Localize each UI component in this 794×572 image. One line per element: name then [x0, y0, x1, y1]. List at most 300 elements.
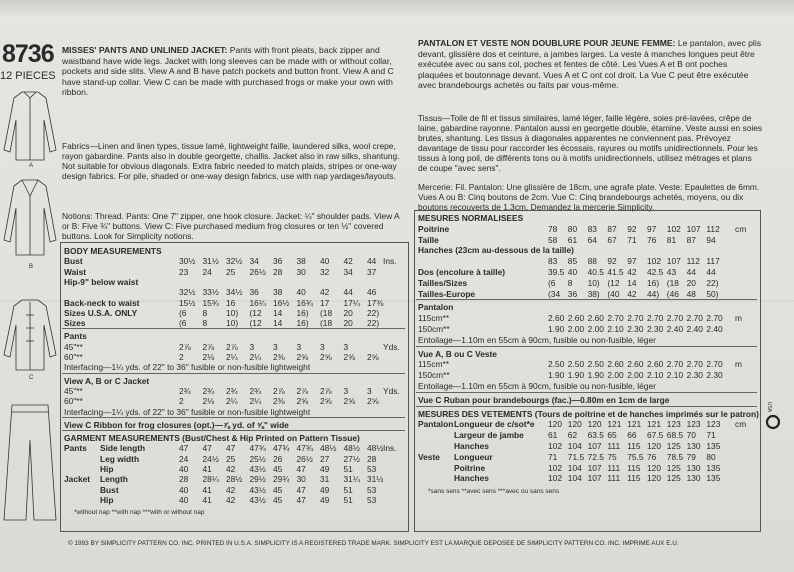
measurement-value: 38) [587, 288, 600, 299]
garment-value: 125 [666, 441, 681, 451]
measurement-value: (18 [320, 307, 333, 318]
yardage-value: 2⅞ [226, 341, 238, 352]
garment-value: 41 [202, 494, 212, 505]
measurement-value: 43 [666, 267, 677, 277]
garment-row-label: Largeur de jambe [454, 430, 524, 441]
measurement-value: 33½ [202, 287, 219, 298]
garment-value: 72.5 [587, 451, 604, 462]
yardage-value: 2¾ [202, 385, 215, 396]
yardage-value: 2⅞ [320, 385, 332, 396]
garment-value: 123 [666, 419, 681, 430]
measurement-value: 39.5 [548, 267, 565, 277]
garment-value: 120 [587, 419, 602, 430]
garment-value: 80 [706, 451, 716, 462]
garment-value: 28¼ [202, 474, 219, 485]
yardage-value: 2.50 [548, 359, 565, 370]
measurement-row-label: Bust [64, 256, 83, 267]
jacket-interfacing: Interfacing—1¼ yds. of 22" to 36" fusible or non-fusible lightweight [64, 406, 311, 417]
view-b-jacket-sketch [4, 180, 56, 255]
garment-row-label: Leg width [100, 453, 140, 464]
yardage-value: 2.60 [607, 359, 624, 370]
garment-value: 24½ [202, 453, 219, 464]
measurement-value: 78 [548, 223, 558, 234]
measurement-value: 107 [686, 223, 701, 234]
measurement-value: 44 [343, 287, 353, 298]
measurement-value: 17⅜ [367, 297, 384, 308]
measurement-value: 36 [273, 256, 283, 267]
body-measurements-title: MESURES NORMALISEES [418, 213, 524, 223]
english-title: MISSES' PANTS AND UNLINED JACKET: [62, 45, 228, 55]
garment-value: 61 [548, 430, 558, 441]
yardage-value: 2.30 [686, 370, 703, 381]
yardage-value: 2⅝ [367, 352, 379, 362]
yardage-value: 2⅞ [179, 341, 191, 352]
measurement-value: 102 [647, 256, 661, 267]
yardage-unit: m [735, 359, 742, 370]
garment-value: 47 [296, 484, 306, 495]
yardage-value: 2.50 [567, 359, 585, 370]
measurement-value: 61 [567, 234, 578, 245]
yardage-value: 2.40 [666, 324, 684, 334]
garment-value: 135 [706, 473, 721, 484]
measurement-value: 16) [647, 277, 660, 288]
french-desc-text: Le pantalon, avec plis devant, glissière dos et ceinture, a jambes larges. La veste à manches longues peut être exécutée avec ou sans col, poches et fentes de côté. Les Vues A et B ont poches plaquées et boutonnage devant. Vues A et C ont col droit. La Vue C peut être exécutée avec brandebourgs achetés ou faits par vous-même. [418, 38, 762, 91]
pants-yardage-title: Pantalon [418, 302, 454, 313]
garment-value: 135 [706, 462, 721, 473]
measurement-unit: cm [735, 223, 747, 234]
english-desc-text: Pants with front pleats, back zipper and waistband have wide legs. Jacket with long sleeves can be made with or without collar, pockets and side slits. View A and B have patch pockets and button front. View A and C have stand-up collar. View C can be made with purchased frogs or make your own with ribbon. [62, 45, 394, 98]
yardage-row-label: 115cm** [418, 313, 450, 324]
pieces-count: 12 PIECES [0, 70, 56, 82]
yardage-value: 2.70 [706, 313, 723, 324]
garment-value: 47¾ [296, 443, 313, 454]
garment-value: 130 [686, 441, 701, 451]
garment-value: 102 [548, 441, 562, 451]
chart-rule [416, 299, 757, 300]
garment-value: 53 [367, 494, 377, 505]
yardage-value: 2.30 [627, 324, 644, 334]
garment-value: 40 [179, 494, 189, 505]
yardage-value: 1.90 [548, 324, 565, 334]
garment-group-label: Pantalon [418, 419, 454, 430]
garment-value: 63.5 [587, 430, 604, 441]
garment-value: 71.5 [567, 451, 585, 462]
garment-value: 40 [179, 484, 189, 495]
garment-value: 120 [647, 473, 661, 484]
garment-value: 25½ [249, 453, 266, 464]
yardage-value: 2.60 [647, 359, 664, 370]
measurement-value: 42 [627, 288, 637, 299]
garment-value: 47¾ [249, 443, 266, 454]
yardage-value: 2¼ [249, 352, 262, 362]
measurement-value: 25 [226, 266, 236, 277]
pants-sketch [4, 405, 56, 520]
yardage-value: 2.40 [706, 324, 723, 334]
measurement-value: 42 [343, 256, 353, 267]
footnote: *sans sens **avec sens ***avec ou sans sens [428, 488, 560, 496]
garment-value: 130 [686, 473, 701, 484]
garment-value: 125 [666, 473, 681, 484]
yardage-value: 2.00 [627, 370, 644, 381]
jacket-interfacing: Entoilage—1.10m en 55cm à 90cm, fusible ou non-fusible, léger [418, 381, 656, 391]
yardage-value: 3 [343, 341, 349, 352]
measurement-value: 71 [627, 234, 637, 245]
measurement-value: 38 [273, 287, 283, 298]
measurement-value: 40 [296, 287, 306, 298]
garment-value: 121 [647, 419, 661, 430]
english-notions: Notions: Thread. Pants: One 7" zipper, one hook closure. Jacket: ¼" shoulder pads. View A or B: Five ¾" buttons. View C: Five purchased medium frog closures or ten ½" covered buttons. Look for Simplicity notions. [62, 211, 400, 241]
garment-value: 75 [607, 451, 617, 462]
measurement-value: (6 [548, 277, 556, 288]
measurement-value: 38 [296, 256, 306, 267]
garment-value: 51 [343, 464, 353, 474]
measurement-value: 42.5 [647, 267, 664, 277]
garment-value: 45 [273, 494, 283, 505]
measurement-value: 88 [587, 256, 597, 267]
garment-measurements-title: GARMENT MEASUREMENTS (Bust/Chest & Hip Printed on Pattern Tissue) [64, 433, 360, 444]
measurement-value: 10) [226, 318, 239, 329]
chart-rule [62, 417, 405, 418]
yardage-value: 2⅝ [343, 352, 356, 362]
measurement-value: 87 [686, 234, 696, 245]
yardage-value: 2.00 [607, 370, 624, 381]
view-a-jacket-sketch [4, 92, 56, 160]
yardage-value: 3 [273, 341, 278, 352]
garment-value: 43½ [249, 464, 266, 474]
garment-row-label: Longueur [454, 451, 493, 462]
chart-rule [62, 328, 405, 329]
measurement-value: 37 [367, 266, 377, 277]
measurement-value: 112 [686, 256, 700, 267]
measurement-value: 81 [666, 234, 677, 245]
garment-value: 120 [548, 419, 562, 430]
garment-value: 28 [179, 474, 189, 485]
yardage-value: 2¾ [226, 385, 238, 396]
garment-value: 71 [706, 430, 716, 441]
garment-value: 79 [686, 451, 696, 462]
garment-value: 42 [226, 494, 236, 505]
yardage-value: 2.10 [666, 370, 684, 381]
measurement-value: 16¼ [249, 297, 266, 308]
body-measurements-title: BODY MEASUREMENTS [64, 246, 162, 256]
yardage-value: 2.50 [587, 359, 604, 370]
measurement-value: 16 [226, 297, 236, 308]
measurement-value: 31½ [202, 256, 219, 267]
garment-value: 26½ [296, 453, 313, 464]
measurement-value: 17¼ [343, 297, 360, 308]
yardage-value: 2.10 [607, 324, 624, 334]
garment-value: 121 [607, 419, 622, 430]
measurement-value: 20 [343, 318, 353, 329]
measurement-value: 16) [296, 318, 309, 329]
english-description [62, 45, 405, 98]
garment-value: 48½ [320, 443, 337, 454]
yardage-value: 2.60 [567, 313, 585, 324]
yardage-unit: Yds. [383, 385, 400, 396]
ribbon-yardage: View C Ribbon for frog closures (opt.)—⅞ yd. of ⅝" wide [64, 419, 289, 430]
copyright-line: © 1993 BY SIMPLICITY PATTERN CO. INC. PRINTED IN U.S.A. SIMPLICITY IS A REGISTERED TRADE MARK. SIMPLICITY EST LA MARQUE DEPOSEE DE SIMPLICITY PATTERN CO. INC. IMPRIME AUX E.U. [68, 540, 679, 547]
garment-value: 25 [226, 453, 236, 464]
garment-value: 47 [202, 443, 212, 454]
measurement-value: 42 [627, 267, 637, 277]
yardage-value: 2.30 [706, 370, 723, 381]
measurement-value: 36 [567, 288, 578, 299]
garment-value: 65 [607, 430, 617, 441]
yardage-value: 2.70 [647, 313, 664, 324]
yardage-value: 2⅝ [320, 396, 332, 407]
garment-value: 51 [343, 494, 353, 505]
yardage-row-label: 150cm** [418, 370, 450, 381]
view-label-c: C [29, 375, 34, 381]
measurement-value: 67 [607, 234, 617, 245]
garment-value: 66 [627, 430, 637, 441]
garment-value: 125 [666, 462, 681, 473]
measurement-value: 22) [706, 277, 719, 288]
garment-value: 41 [202, 464, 212, 474]
garment-value: 70 [686, 430, 696, 441]
garment-value: 49 [320, 484, 330, 495]
measurement-value: 34½ [226, 287, 243, 298]
garment-group-label: Pants [64, 443, 87, 454]
yardage-value: 1.90 [587, 370, 604, 381]
measurement-value: (6 [179, 318, 187, 329]
garment-row-label: Hanches [454, 441, 489, 451]
yardage-row-label: 150cm** [418, 324, 450, 334]
yardage-value: 2.70 [666, 313, 684, 324]
yardage-value: 2⅝ [296, 352, 309, 362]
yardage-value: 2⅝ [343, 396, 356, 407]
garment-value: 76 [647, 451, 657, 462]
yardage-value: 2.60 [548, 313, 565, 324]
measurement-row-label: Back-neck to waist [64, 297, 140, 308]
ribbon-yardage: Vue C Ruban pour brandebourgs (fac.)—0.80m en 1cm de large [418, 394, 670, 405]
french-notions: Mercerie: Fil. Pantalon: Une glissière de 18cm, une agrafe plate. Veste: Epaulettes de 6mm. Vues A ou B: Cinq boutons de 2cm. Vue C: Cinq brandebourgs achetés, moyens, ou dix boutons recouverts de 1.3cm. Demandez la mercerie Simplicity. [418, 182, 760, 212]
garment-value: 120 [647, 441, 661, 451]
measurement-value: 23 [179, 266, 189, 277]
yardage-value: 3 [320, 341, 325, 352]
garment-row-label: Hip [100, 464, 114, 474]
measurement-row-label: Hip-9" below waist [64, 276, 139, 287]
measurement-value: 50) [706, 288, 719, 299]
garment-value: 75.5 [627, 451, 644, 462]
garment-value: 104 [567, 441, 582, 451]
garment-value: 48½ [367, 443, 384, 454]
view-label-b: B [29, 264, 34, 270]
garment-value: 31 [320, 474, 330, 485]
garment-value: 29¾ [273, 474, 290, 485]
measurement-value: 36 [249, 287, 259, 298]
measurement-value: 32½ [226, 256, 243, 267]
measurement-value: 26½ [249, 266, 266, 277]
measurement-value: 92 [627, 223, 637, 234]
garment-value: 27½ [343, 453, 360, 464]
french-description [418, 38, 763, 91]
garment-value: 102 [548, 462, 562, 473]
yardage-value: 3 [296, 341, 302, 352]
measurement-value: 34 [343, 266, 353, 277]
yardage-value: 2⅝ [367, 396, 379, 407]
measurement-value: 16¾ [296, 297, 313, 308]
measurement-value: 16½ [273, 297, 290, 308]
measurement-value: 15½ [179, 297, 196, 308]
garment-value: 40 [179, 464, 189, 474]
yardage-value: 2¾ [179, 385, 191, 396]
garment-value: 107 [587, 441, 602, 451]
garment-value: 123 [706, 419, 721, 430]
french-fabrics: Tissus—Toile de fil et tissus similaires, lamé léger, faille légère, soies pré-lavées, crêpe de laine, gabardine rayonne. Pantalon aussi en georgette double, étamine. Veste aussi en soies brutes, shantung. Les tissus à diagonales apparentes ne conviennent pas. Prévoyez davantage de tissu pour raccorder les écossais, rayures ou motifs unidirectionnels. Pour les tissus à long poil, de différents tons ou à motifs unidirectionnels, utilisez métrages et plans de coupe "avec sens". [418, 113, 763, 173]
measurement-value: 97 [647, 223, 657, 234]
measurement-value: 58 [548, 234, 558, 245]
measurement-value: 14 [273, 307, 283, 318]
garment-row-label: Bust [100, 484, 119, 495]
measurement-row-label: Tailles-Europe [418, 288, 476, 299]
yardage-value: 2⅝ [296, 396, 309, 407]
garment-value: 42 [226, 464, 236, 474]
pants-interfacing: Interfacing—1¼ yds. of 22" to 36" fusible or non-fusible lightweight [64, 362, 311, 373]
garment-value: 67.5 [647, 430, 664, 441]
yardage-value: 2⅞ [273, 385, 285, 396]
garment-value: 47¾ [273, 443, 290, 454]
garment-value: 121 [627, 419, 642, 430]
garment-row-label: Side length [100, 443, 146, 454]
garment-value: 42 [226, 484, 236, 495]
measurement-unit: Ins. [383, 256, 397, 267]
yardage-value: 2.40 [686, 324, 703, 334]
yardage-value: 2.70 [686, 359, 703, 370]
garment-value: 48½ [343, 443, 360, 454]
yardage-row-label: 45"** [64, 385, 83, 396]
measurement-row-label: Poitrine [418, 223, 450, 234]
measurement-value: 17 [320, 297, 330, 308]
measurement-value: 22) [367, 307, 380, 318]
garment-value: 47 [296, 494, 306, 505]
garment-value: 31½ [367, 474, 384, 485]
garment-value: 31¼ [343, 474, 360, 485]
envelope-flap [0, 0, 794, 16]
yardage-unit: Yds. [383, 341, 400, 352]
yardage-value: 2.70 [706, 359, 723, 370]
yardage-value: 2.10 [647, 370, 664, 381]
yardage-value: 3 [367, 385, 372, 396]
garment-value: 111 [607, 441, 621, 451]
measurement-value: 44 [686, 267, 696, 277]
garment-value: 111 [607, 462, 621, 473]
measurement-value: (40 [607, 288, 620, 299]
garment-value: 135 [706, 441, 721, 451]
yardage-row-label: 60"** [64, 396, 83, 407]
measurement-value: 8 [567, 277, 573, 288]
measurement-value: 10) [587, 277, 600, 288]
garment-value: 47 [296, 464, 306, 474]
yardage-value: 3 [249, 341, 255, 352]
yardage-value: 2.60 [627, 359, 644, 370]
yardage-value: 2¾ [249, 385, 262, 396]
yardage-value: 2⅛ [202, 352, 215, 362]
yardage-value: 2.70 [686, 313, 703, 324]
measurement-value: 40 [320, 256, 330, 267]
yardage-value: 2 [179, 396, 184, 407]
pants-yardage-title: Pants [64, 331, 87, 342]
garment-value: 107 [587, 462, 602, 473]
yardage-value: 2.00 [567, 324, 585, 334]
garment-value: 115 [627, 473, 641, 484]
garment-value: 51 [343, 484, 353, 495]
garment-group-label: Jacket [64, 474, 91, 485]
measurement-row-label: Hanches (23cm au-dessous de la taille) [418, 245, 574, 256]
yardage-value: 1.90 [567, 370, 585, 381]
yardage-value: 2 [179, 352, 184, 362]
garment-value: 47 [179, 443, 189, 454]
measurement-value: (46 [666, 288, 679, 299]
garment-value: 62 [567, 430, 578, 441]
garment-value: 27 [320, 453, 330, 464]
yardage-value: 2⅞ [202, 341, 215, 352]
garment-value: 49 [320, 464, 330, 474]
measurement-value: 112 [706, 223, 720, 234]
measurement-row-label: Taille [418, 234, 439, 245]
measurement-value: 85 [567, 256, 578, 267]
chart-rule [62, 430, 405, 431]
garment-value: 120 [567, 419, 582, 430]
measurement-value: 16) [296, 307, 309, 318]
garment-value: 45 [273, 484, 283, 495]
measurement-row-label: Sizes U.S.A. ONLY [64, 307, 138, 318]
yardage-value: 2.60 [587, 313, 604, 324]
measurement-value: 92 [607, 256, 617, 267]
measurement-value: (6 [179, 307, 187, 318]
measurement-value: 117 [706, 256, 720, 267]
measurement-value: 10) [226, 307, 239, 318]
measurement-value: 15¾ [202, 297, 219, 308]
measurement-value: 102 [666, 223, 681, 234]
garment-value: 26 [273, 453, 283, 464]
measurement-value: 48 [686, 288, 696, 299]
measurement-value: 83 [548, 256, 558, 267]
chart-rule [416, 392, 757, 393]
yardage-value: 2⅞ [296, 385, 309, 396]
yardage-value: 2.70 [607, 313, 624, 324]
view-label-a: A [29, 163, 34, 169]
yardage-value: 2⅜ [273, 352, 285, 362]
garment-value: 104 [567, 462, 582, 473]
garment-value: 24 [179, 453, 189, 464]
measurement-value: 44) [647, 288, 660, 299]
measurement-value: 44 [367, 256, 377, 267]
footnote: *without nap **with nap ***with or without nap [74, 509, 205, 517]
measurement-value: 97 [627, 256, 637, 267]
measurement-value: 64 [587, 234, 597, 245]
measurement-value: (34 [548, 288, 561, 299]
yardage-value: 2⅜ [273, 396, 285, 407]
yardage-value: 2¼ [226, 352, 238, 362]
garment-group-label: Veste [418, 451, 440, 462]
measurement-value: (12 [249, 318, 262, 329]
garment-value: 71 [548, 451, 558, 462]
measurement-value: 28 [273, 266, 283, 277]
measurement-value: 14 [273, 318, 283, 329]
garment-value: 29½ [249, 474, 266, 485]
garment-row-label: Hanches [454, 473, 489, 484]
measurement-value: 22) [367, 318, 380, 329]
garment-value: 30 [296, 474, 306, 485]
garment-value: 49 [320, 494, 330, 505]
yardage-value: 2¼ [249, 396, 262, 407]
garment-value: 47 [226, 443, 236, 454]
yardage-value: 2⅛ [202, 396, 215, 407]
pattern-number: 8736 [2, 40, 54, 68]
yardage-value: 2.70 [666, 359, 684, 370]
garment-value: 115 [627, 441, 641, 451]
